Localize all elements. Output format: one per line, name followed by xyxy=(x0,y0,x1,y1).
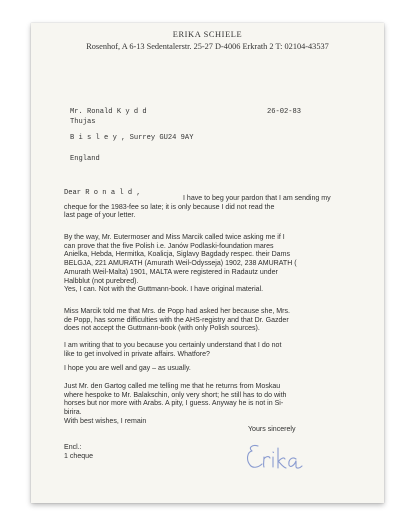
salutation: Dear R o n a l d , xyxy=(64,189,141,197)
recipient-town: B i s l e y , Surrey GU24 9AY xyxy=(70,134,194,142)
paragraph-line: Amurath Weil-Malta) 1901, MALTA were registered in Radautz under xyxy=(64,268,278,276)
paragraph-2 xyxy=(64,234,356,295)
signature xyxy=(244,440,316,484)
signature-stroke xyxy=(278,448,286,468)
recipient-house: Thujas xyxy=(70,118,96,126)
paragraph-line: horses but nor more with Arabs. A pity, I guess. Anyway he is not in Si- xyxy=(64,400,284,408)
letter-page xyxy=(31,23,384,503)
paragraph-line: With best wishes, I remain xyxy=(64,417,147,425)
paragraph-3 xyxy=(64,308,356,334)
recipient-country: England xyxy=(70,155,100,163)
paragraph-line: Yes, I can. Not with the Guttmann-book. I have original material. xyxy=(64,286,264,294)
paragraph-1 xyxy=(64,195,356,221)
letter-date: 26-02-83 xyxy=(267,108,302,116)
recipient-name: Mr. Ronald K y d d xyxy=(70,108,147,116)
paragraph-5 xyxy=(64,365,356,374)
paragraph-line: Miss Marcik told me that Mrs. de Popp had asked her because she, Mrs. xyxy=(64,308,290,315)
paragraph-line: I have to beg your pardon that I am sending my xyxy=(183,195,331,202)
signature-stroke xyxy=(264,457,270,467)
paragraph-line: Halbblut (not purebred). xyxy=(64,277,139,285)
enclosure-label: Encl.: xyxy=(64,444,82,451)
paragraph-line: I am writing that to you because you certainly understand that I do not xyxy=(64,342,282,349)
paragraph-6 xyxy=(64,383,356,427)
paragraph-line: Anielka, Hebda, Hermitka, Koalicja, Siglavy Bagdady respec. their Dams xyxy=(64,251,290,259)
paragraph-line: last page of your letter. xyxy=(64,212,136,220)
enclosure xyxy=(64,444,93,461)
paragraph-line: I hope you are well and gay – as usually. xyxy=(64,365,191,372)
paragraph-line: Just Mr. den Gartog called me telling me that he returns from Moskau xyxy=(64,383,281,390)
paragraph-line: de Popp, has some difficulties with the AHS-registry and that Dr. Gazder xyxy=(64,316,289,324)
signature-stroke xyxy=(248,445,262,467)
signature-stroke xyxy=(289,458,302,468)
paragraph-line: By the way, Mr. Eutermoser and Miss Marcik called twice asking me if I xyxy=(64,234,285,241)
paragraph-line: cheque for the 1983-fee so late; it is only because I did not read the xyxy=(64,203,275,211)
paragraph-line: BELGJA, 221 AMURATH (Amurath Weil-Odysseja) 1902, 238 AMURATH ( xyxy=(64,260,297,268)
closing: Yours sincerely xyxy=(248,426,296,433)
paragraph-line: can prove that the five Polish i.e. Janów Podlaski-foundation mares xyxy=(64,242,274,250)
paragraph-line: where hespoke to Mr. Balakschin, only very short; he still has to do with xyxy=(64,391,287,399)
paragraph-4 xyxy=(64,342,356,359)
letterhead-name: ERIKA SCHIELE xyxy=(172,30,243,39)
signature-stroke xyxy=(273,452,274,467)
letterhead-address: Rosenhof, A 6-13 Sedentalerstr. 25-27 D-4006 Erkrath 2 T: 02104-43537 xyxy=(86,42,329,51)
paragraph-line: birira. xyxy=(64,409,82,417)
paragraph-line: does not accept the Guttmann-book (with only Polish sources). xyxy=(64,325,260,333)
enclosure-item: 1 cheque xyxy=(64,452,93,460)
paragraph-line: like to get involved in private affairs. Whatfore? xyxy=(64,350,210,358)
